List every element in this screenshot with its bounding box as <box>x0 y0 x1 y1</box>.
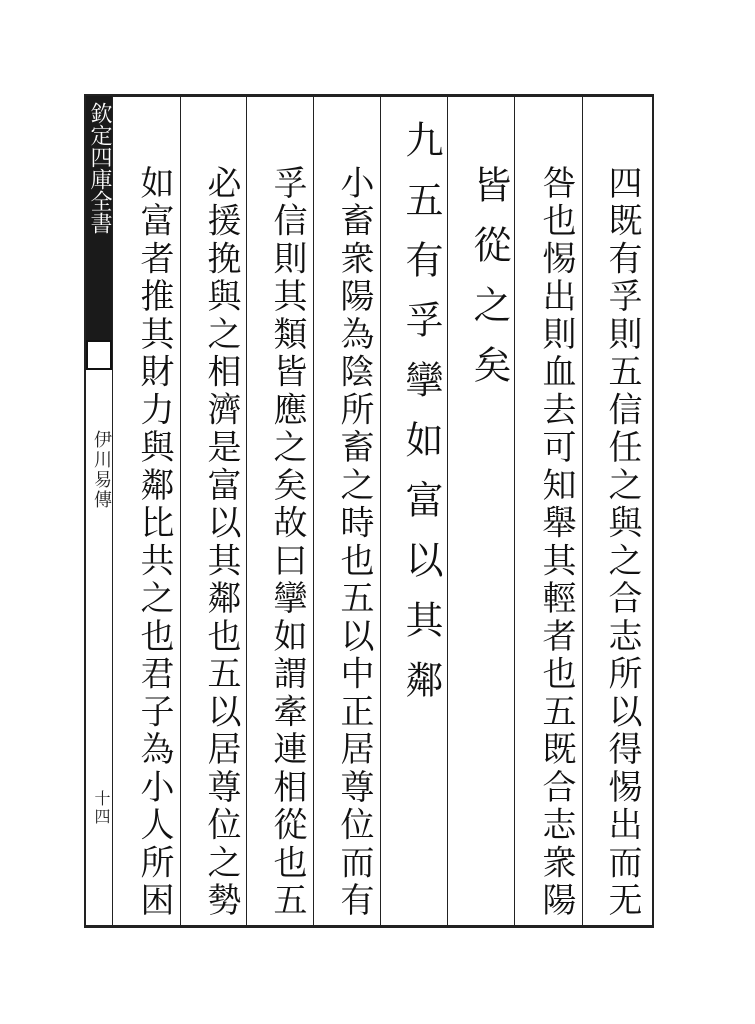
text-column-2: 咎也惕出則血去可知舉其輕者也五既合志衆陽 <box>536 165 576 920</box>
series-header-block <box>86 96 112 366</box>
frame-right-rule <box>652 94 654 928</box>
text-column-8: 如富者推其財力與鄰比共之也君子為小人所困 <box>134 165 174 920</box>
fishtail-mark <box>86 340 112 370</box>
series-header-label: 欽定四庫全書 <box>87 102 112 234</box>
text-column-5: 小畜衆陽為陰所畜之時也五以中正居尊位而有 <box>334 165 374 920</box>
text-column-4: 九五有孚攣如富以其鄰 <box>399 120 443 720</box>
frame-bottom-rule <box>86 925 654 928</box>
page-number: 十四 <box>92 790 111 826</box>
text-column-3: 皆從之矣 <box>467 165 511 405</box>
text-column-6: 孚信則其類皆應之矣故曰攣如謂牽連相從也五 <box>267 165 307 920</box>
book-title: 伊川易傳 <box>91 430 112 510</box>
text-column-7: 必援挽與之相濟是富以其鄰也五以居尊位之勢 <box>201 165 241 920</box>
text-column-1: 四既有孚則五信任之與之合志所以得惕出而无 <box>602 165 642 920</box>
frame-top-rule <box>86 94 654 97</box>
